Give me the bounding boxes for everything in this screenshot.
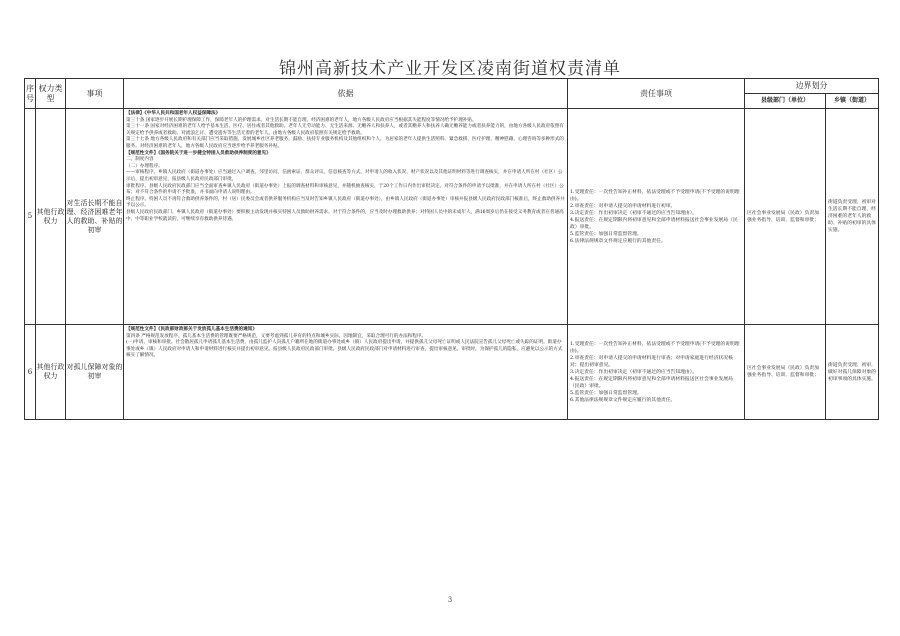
page-number: 3 xyxy=(447,596,453,604)
list-item: 1.受理责任：一次性告知补正材料，依法受理或不予受理申请(不予受理的说明理由)。 xyxy=(570,341,740,354)
list-item: 4.报送责任：在规定期限内将初审意见和全部申请材料报送区社会事业发展局（民政）审批。 xyxy=(570,376,733,389)
row-county xyxy=(745,325,826,420)
header-seq: 序号 xyxy=(25,79,36,109)
basis-paragraph: 第三十一条 国家对经济困难的老年人给予基本生活、医疗、居住或者其他救助。老年人无劳动能力、无生活来源、无赡养人和扶养人，或者其赡养人和扶养人确无赡养能力或者扶养能力的，由地方各级人民政府依照有关规定给予供养或者救助。对流浪乞讨、遭受遗弃等生活无着的老年人，由地方各级人民政府依照有关规定给予救助。 xyxy=(126,124,564,136)
list-item: 6.法律法规规章文件规定应履行的其他责任。 xyxy=(570,238,666,244)
page-title: 锦州高新技术产业开发区凌南街道权责清单 xyxy=(279,59,621,79)
list-item: 6.其他法律法规规章文件规定应履行的其他责任。 xyxy=(570,397,676,403)
row-basis xyxy=(124,325,568,420)
basis-paragraph: 第四条 严格规范发放程序。孤儿基本生活费的管理既要严格规范，又要考虑到孤儿养育的特点和城乡实际，因地制宜，采取合理可行的办法和程序。 xyxy=(126,333,427,339)
list-item: 5.监管责任：加强日常监督管理。 xyxy=(570,231,642,237)
row-town xyxy=(826,325,879,420)
basis-paragraph: （二）办理程序。 xyxy=(126,163,163,169)
basis-paragraph: 审批程序。县级人民政府民政部门应当全面审查乡镇人民政府（街道办事处）上报的调查材料和审核意见，并随机抽查核实，于20个工作日内作出审批决定。对符合条件的申请予以批准，并在申请人所在村（社区）公布；对不符合条件的申请不予批准，并书面向申请人说明理由。 xyxy=(126,183,564,196)
basis-heading: 【规范性文件】《民政部财政部关于发放孤儿基本生活费的通知》 xyxy=(126,327,257,332)
header-type: 权力类型 xyxy=(36,79,66,109)
row-resp xyxy=(568,109,745,325)
basis-paragraph: 终止程序。特困人员不再符合救助供养条件的，村（居）民委员会或者供养服务机构应当及时告知乡镇人民政府（街道办事处），由乡镇人民政府（街道办事处）审核并报县级人民政府民政部门核准后，终止救助供养并予以公示。 xyxy=(126,196,565,209)
basis-paragraph: 县级人民政府民政部门、乡镇人民政府（街道办事处）要积极主动发现并核实特困人员救助供养需求。对于符合条件的，应当及时办理救助供养；对特困人员中的未成年人，满16周岁后仍在接受义务教育或者在普通高中、中等职业学校就读的，可继续享有救助供养待遇。 xyxy=(126,209,564,222)
row-type: 其他行政权力 xyxy=(36,109,66,325)
list-item: 5.监管责任：加强日常监督管理。 xyxy=(570,390,642,396)
row-town xyxy=(826,109,879,325)
table-row xyxy=(25,325,879,420)
basis-heading: 【法律】《中华人民共和国老年人权益保障法》 xyxy=(126,111,221,116)
header-item: 事项 xyxy=(66,79,124,109)
table-row xyxy=(25,109,879,325)
header-basis: 依据 xyxy=(124,79,568,109)
row-item: 对生活长期不能自理、经济困难老年人的救助、补贴的初审 xyxy=(66,109,124,325)
list-item: 3.决定责任：作出初审决定（初审不通过的应当告知理由）。 xyxy=(570,210,697,216)
row-type: 其他行政权力 xyxy=(36,325,66,420)
header-resp: 责任事项 xyxy=(568,79,745,109)
list-item: 4.报送责任：在规定期限内将初审意见和全部申请材料报送社会事业发展局（民政）审批。 xyxy=(570,217,738,230)
list-item: 1.受理责任：一次性告知补正材料，依法受理或不予受理申请(不予受理的说明理由)。 xyxy=(570,189,740,202)
basis-paragraph: 第三十条 国家逐步开展长期护理保障工作，保障老年人的护理需求。对生活长期不能自理、经济困难的老年人，地方各级人民政府应当根据其失能程度等情况给予护理补贴。 xyxy=(126,117,477,123)
list-item: 街道负责受理、初审，做好对孤儿保障对象的初审事项的具体实施。 xyxy=(828,362,876,382)
row-seq: 6 xyxy=(25,325,36,420)
basis-paragraph: 二、制度内容 xyxy=(126,157,154,163)
row-county xyxy=(745,109,826,325)
basis-paragraph: ——审核程序。乡镇人民政府（街道办事处）应当通过入户调查、邻里访问、信函索证、群众评议、信息核查等方式，对申请人的收入状况、财产状况以及其他证明材料等进行调查核实，并在申请人所在村（社区）公示后，提出初审意见，报县级人民政府民政部门审批。 xyxy=(126,170,563,182)
list-item: 2.审查责任：对申请人提交的申请材料进行初审。 xyxy=(570,203,676,209)
responsibility-table xyxy=(24,78,879,420)
list-item: 2.审查责任：对申请人提交的申请材料进行审查；对申请家庭进行经济状况核对；提出初审意见。 xyxy=(570,355,733,368)
basis-heading: 【规范性文件】《国务院关于进一步健全特困人员救助供养制度的意见》 xyxy=(126,150,271,156)
row-item: 对孤儿保障对象的初审 xyxy=(66,325,124,420)
list-item: 3.决定责任：作出初审决定（初审不通过的应当告知理由）。 xyxy=(570,369,697,375)
basis-paragraph: (一)申请、审核和审批。社会散居孤儿申请孤儿基本生活费，由孤儿监护人向孤儿户籍所在地的街道办事处或乡（镇）人民政府提出申请，并提供孤儿父母死亡证明或人民法院宣告孤儿父母死亡或失踪的证明。街道办事处或乡（镇）人民政府对申请人和申请材料进行核实并提出初审意见，报县级人民政府民政部门审批。县级人民政府民政部门对申请材料进行审查，提出审核意见。审批时，为保护孤儿的隐私，应避免以公示的方式核实了解情况。 xyxy=(126,340,563,359)
header-boundary: 边界划分 xyxy=(745,79,879,94)
list-item: 区社会事业发展局（民政）负责加强业务指导、培训、监督和审批； xyxy=(747,210,819,223)
basis-paragraph: 第三十七条 地方各级人民政府和有关部门应当采取措施，发展城乡社区养老服务，鼓励、扶持专业服务机构及其他组织和个人，为居家的老年人提供生活照料、紧急救援、医疗护理、精神慰藉、心理咨询等多种形式的服务。对经济困难的老年人，地方各级人民政府应当逐步给予养老服务补贴。 xyxy=(126,137,564,149)
row-basis xyxy=(124,109,568,325)
header-town: 乡镇（街道） xyxy=(826,94,879,109)
row-seq: 5 xyxy=(25,109,36,325)
list-item: 区社会事业发展局（民政）负责加强业务指导、培训、监督和审批； xyxy=(747,366,819,378)
list-item: 街道负责受理、初审对生活长期不能自理、经济困难的老年人的救助、补贴的初审的具体实施。 xyxy=(828,200,876,233)
header-county: 县级部门（单位） xyxy=(745,94,826,109)
row-resp xyxy=(568,325,745,420)
